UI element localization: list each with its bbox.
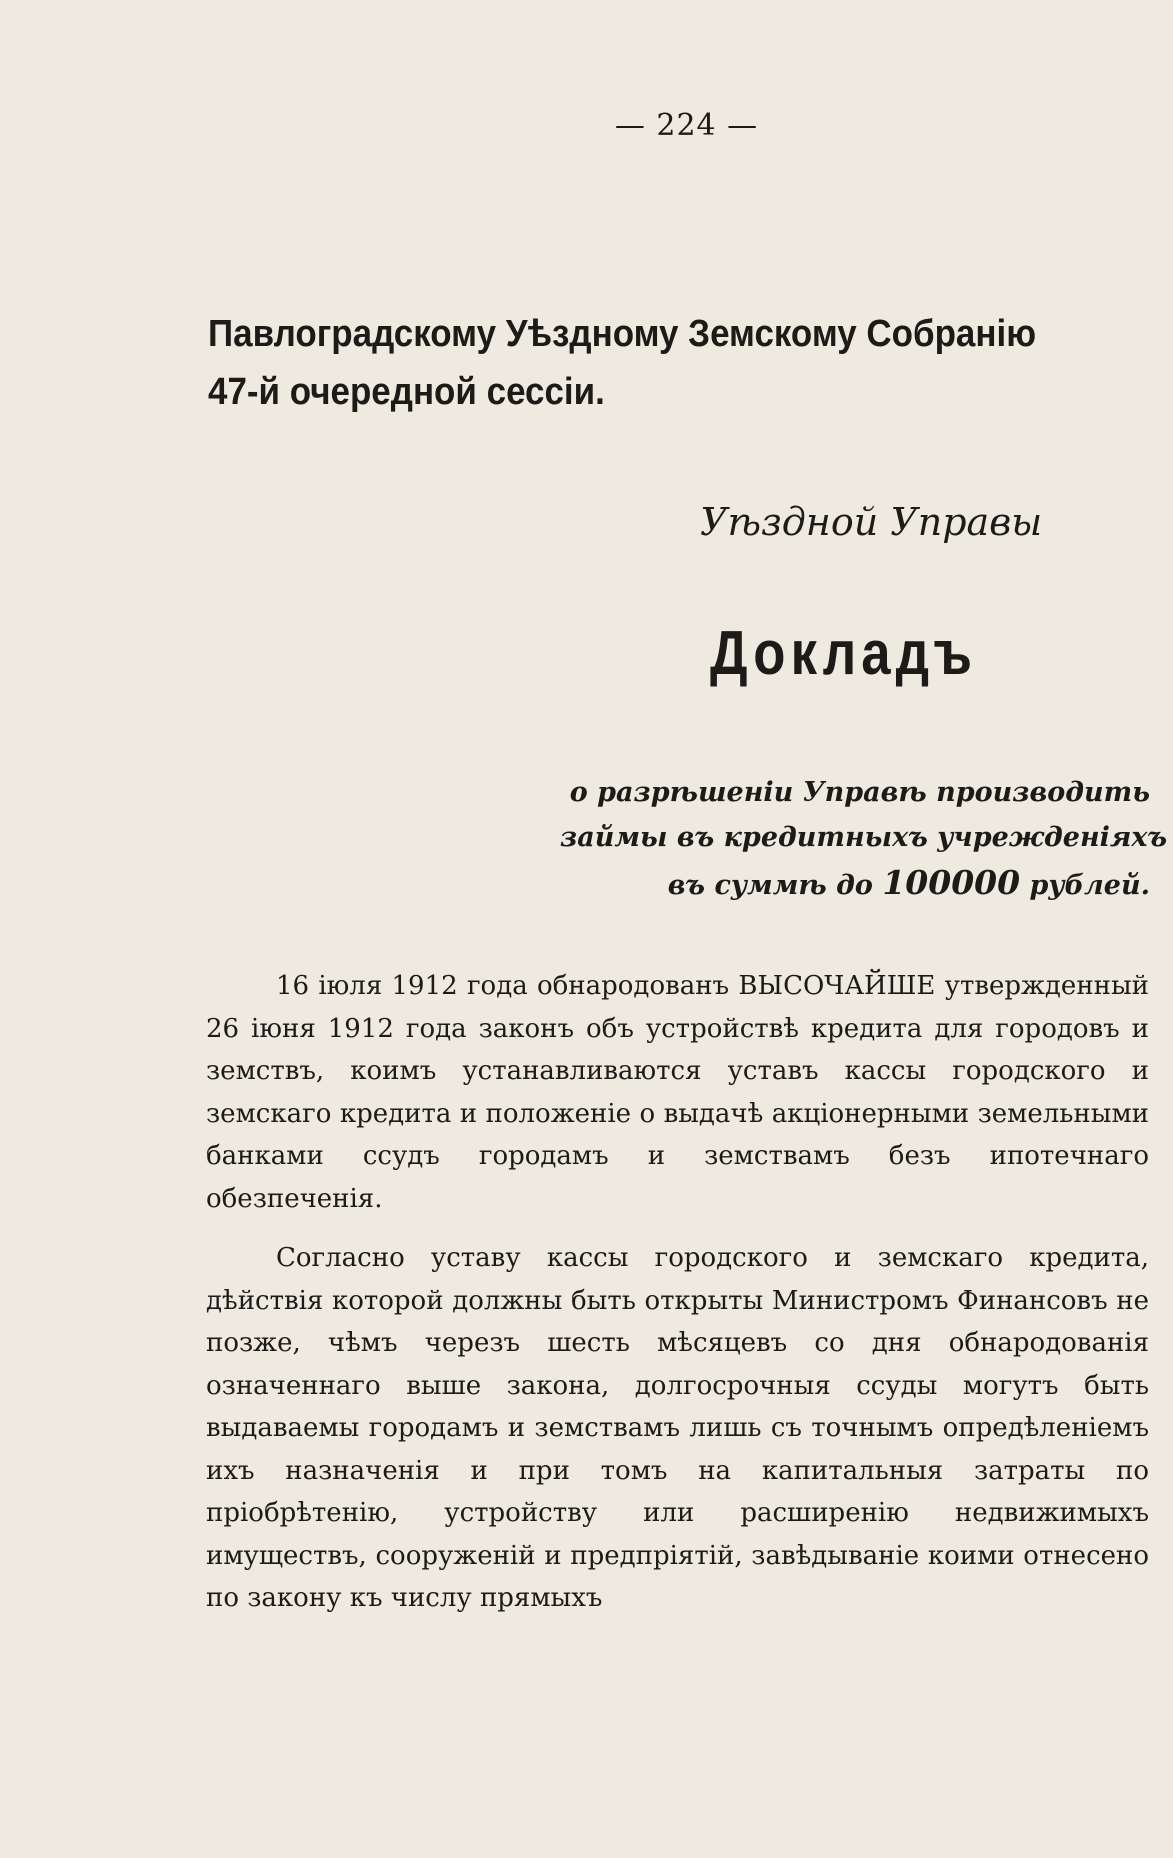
addressee-heading xyxy=(208,305,1077,421)
page-number: — 224 — xyxy=(614,108,759,143)
addressee-line-1: Павлоградскому Уѣздному Земскому Собранію xyxy=(208,313,1037,355)
issuing-organization: Уѣздной Управы xyxy=(700,500,1043,544)
document-title: Докладъ xyxy=(710,619,978,688)
subject-line-1: о разрѣшеніи Управѣ производить xyxy=(569,777,1150,808)
body-text xyxy=(206,965,1149,1637)
document-subject xyxy=(560,770,1168,908)
addressee-line-2: 47-й очередной сессіи. xyxy=(208,371,605,413)
paragraph-2: Согласно уставу кассы городского и земскаго кредита, дѣйствія которой должны быть открыты Министромъ Финансовъ не позже, чѣмъ черезъ шесть мѣсяцевъ со дня обнародованія означеннаго выше закона, долгосрочныя ссуды могутъ быть выдаваемы городамъ и земствамъ лишь съ точнымъ опредѣленіемъ ихъ назначенія и при томъ на капитальныя затраты по пріобрѣтенію, устройству или расширенію недвижимыхъ имуществъ, сооруженій и предпріятій, завѣдываніе коими отнесено по закону къ числу прямыхъ xyxy=(206,1243,1149,1613)
subject-line-3 xyxy=(560,860,1150,908)
loan-amount: 100000 xyxy=(882,863,1021,902)
subject-line-3-suffix: рублей. xyxy=(1029,870,1150,901)
paragraph-1: 16 іюля 1912 года обнародованъ ВЫСОЧАЙШЕ утвержденный 26 іюня 1912 года законъ объ устройствѣ кредита для городовъ и земствъ, коимъ устанавливаются уставъ кассы городского и земскаго кредита и положеніе о выдачѣ акціонерными земельными банками ссудъ городамъ и земствамъ безъ ипотечнаго обезпеченія. xyxy=(206,971,1149,1214)
subject-line-2: займы въ кредитныхъ учрежденіяхъ xyxy=(560,822,1168,853)
subject-line-3-prefix: въ суммѣ до xyxy=(667,870,873,901)
